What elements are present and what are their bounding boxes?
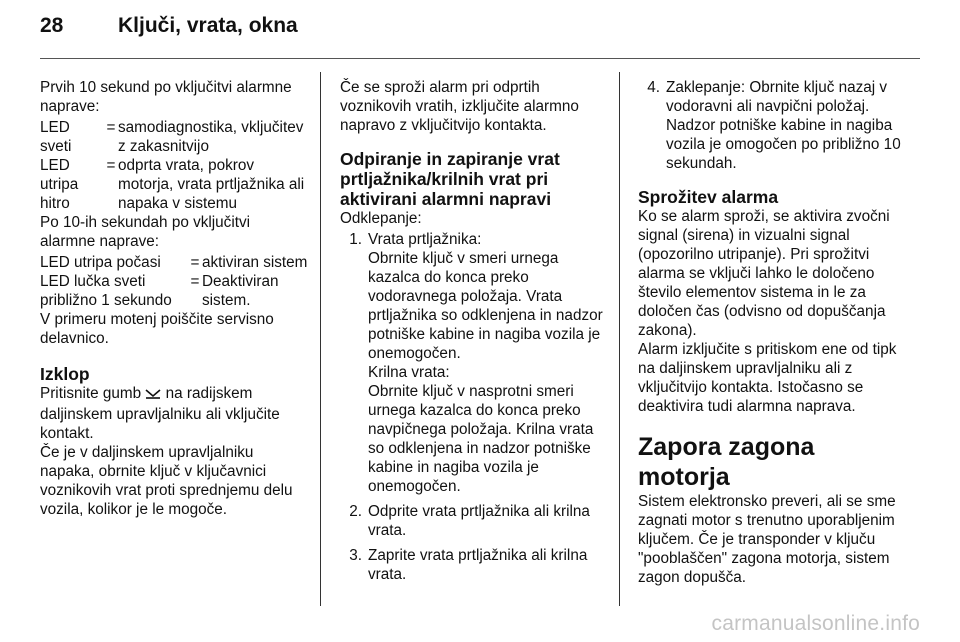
- section-heading-izklop: Izklop: [40, 364, 90, 384]
- page-title: Ključi, vrata, okna: [118, 14, 298, 37]
- led-state: LED sveti: [40, 119, 72, 155]
- led-table-first: [40, 118, 308, 213]
- equals-sign: =: [106, 119, 116, 136]
- led-state: LED utripa počasi: [40, 254, 161, 271]
- watermark: carmanualsonline.info: [711, 612, 920, 635]
- list-item: [638, 78, 904, 173]
- intro-after-10s: Po 10-ih sekundah po vključitvi alarmne naprave:: [40, 214, 251, 250]
- led-state: LED utripa hitro: [40, 157, 79, 212]
- izklop-paragraph-2: Če je v daljinskem upravljalniku napaka, obrnite ključ v ključavnici voznikovih vrat proti sprednjemu delu vozila, kolikor je le mogoče.: [40, 444, 293, 518]
- table-row: [40, 156, 308, 213]
- equals-sign: =: [190, 273, 200, 290]
- led-meaning: aktiviran sistem: [202, 254, 308, 271]
- list-number: 3.: [349, 547, 362, 564]
- alarm-open-door-note: Če se sproži alarm pri odprtih voznikovih vratih, izključite alarmno napravo z vključitvijo kontakta.: [340, 79, 579, 134]
- list-item: [340, 230, 608, 249]
- page-number: 28: [40, 14, 64, 37]
- section-heading-sprozitev: Sprožitev alarma: [638, 187, 779, 207]
- led-meaning: Deaktiviran sistem.: [202, 273, 279, 309]
- unlock-button-icon: [145, 386, 161, 405]
- led-meaning: odprta vrata, pokrov motorja, vrata prtljažnika ali napaka v sistemu: [118, 157, 305, 212]
- list-number: 4.: [647, 79, 660, 96]
- list-text: Vrata prtljažnika:: [368, 231, 482, 248]
- list-item: [340, 546, 608, 584]
- sprozitev-paragraph-2: Alarm izključite s pritiskom ene od tipk na daljinskem upravljalniku ali z vključitvijo kontakta. Istočasno se deaktivira tudi alarmna naprava.: [638, 341, 897, 415]
- list-number: 1.: [349, 231, 362, 248]
- odklepanje-label: Odklepanje:: [340, 210, 422, 227]
- section-heading-zapora: Zapora zagona motorja: [638, 433, 815, 491]
- page-header: [40, 14, 298, 50]
- led-table-second: [40, 253, 308, 310]
- sprozitev-paragraph-1: Ko se alarm sproži, se aktivira zvočni signal (sirena) in vizualni signal (opozorilno utripanje). Pri sprožitvi alarma se vključi lahko le določeno število elementov sistema in le za določen čas (odvisno od dopuščanja zakona).: [638, 208, 890, 339]
- krilna-description: Obrnite ključ v nasprotni smeri urnega kazalca do konca preko navpičnega položaja. Krilna vrata so odklenjena in nadzor potniške kabine in nagiba vozila je onemogočen.: [368, 383, 594, 495]
- equals-sign: =: [106, 157, 116, 174]
- column-left: [40, 78, 308, 519]
- equals-sign: =: [190, 254, 200, 271]
- led-meaning: samodiagnostika, vključitev z zakasnitvijo: [118, 119, 304, 155]
- column-divider-1: [320, 72, 321, 606]
- izklop-paragraph: [40, 384, 308, 443]
- header-divider: [40, 58, 920, 59]
- table-row: [40, 272, 308, 310]
- item1-description: Obrnite ključ v smeri urnega kazalca do konca preko vodoravnega položaja. Vrata prtljažnika so odklenjena in nadzor potniške kabine in nagiba vozila je onemogočen.: [368, 250, 603, 362]
- intro-first-10s: Prvih 10 sekund po vključitvi alarmne naprave:: [40, 79, 292, 115]
- column-middle: [340, 78, 608, 584]
- zapora-paragraph: Sistem elektronsko preveri, ali se sme zagnati motor s trenutno uporabljenim ključem. Če je transponder v ključu "pooblaščen" zagona motorja, sistem zagon dopušča.: [638, 493, 896, 586]
- column-divider-2: [619, 72, 620, 606]
- izklop-text-start: Pritisnite gumb: [40, 385, 146, 402]
- list-text: Zaprite vrata prtljažnika ali krilna vrata.: [368, 547, 588, 583]
- izklop-text-end: na radijskem daljinskem upravljalniku ali vključite kontakt.: [40, 385, 280, 442]
- column-right: [638, 78, 904, 587]
- table-row: [40, 118, 308, 156]
- krilna-label: Krilna vrata:: [368, 364, 450, 381]
- service-note: V primeru motenj poiščite servisno delavnico.: [40, 311, 274, 347]
- list-number: 2.: [349, 503, 362, 520]
- list-text: Zaklepanje: Obrnite ključ nazaj v vodoravni ali navpični položaj. Nadzor potniške kabine in nagiba vozila je omogočen po približno 10 sekundah.: [666, 79, 901, 172]
- list-text: Odprite vrata prtljažnika ali krilna vrata.: [368, 503, 590, 539]
- section-heading-odpiranje: Odpiranje in zapiranje vrat prtljažnika/krilnih vrat pri aktivirani alarmni napravi: [340, 149, 560, 209]
- led-state: LED lučka sveti približno 1 sekundo: [40, 273, 172, 309]
- list-item: [340, 502, 608, 540]
- table-row: [40, 253, 308, 272]
